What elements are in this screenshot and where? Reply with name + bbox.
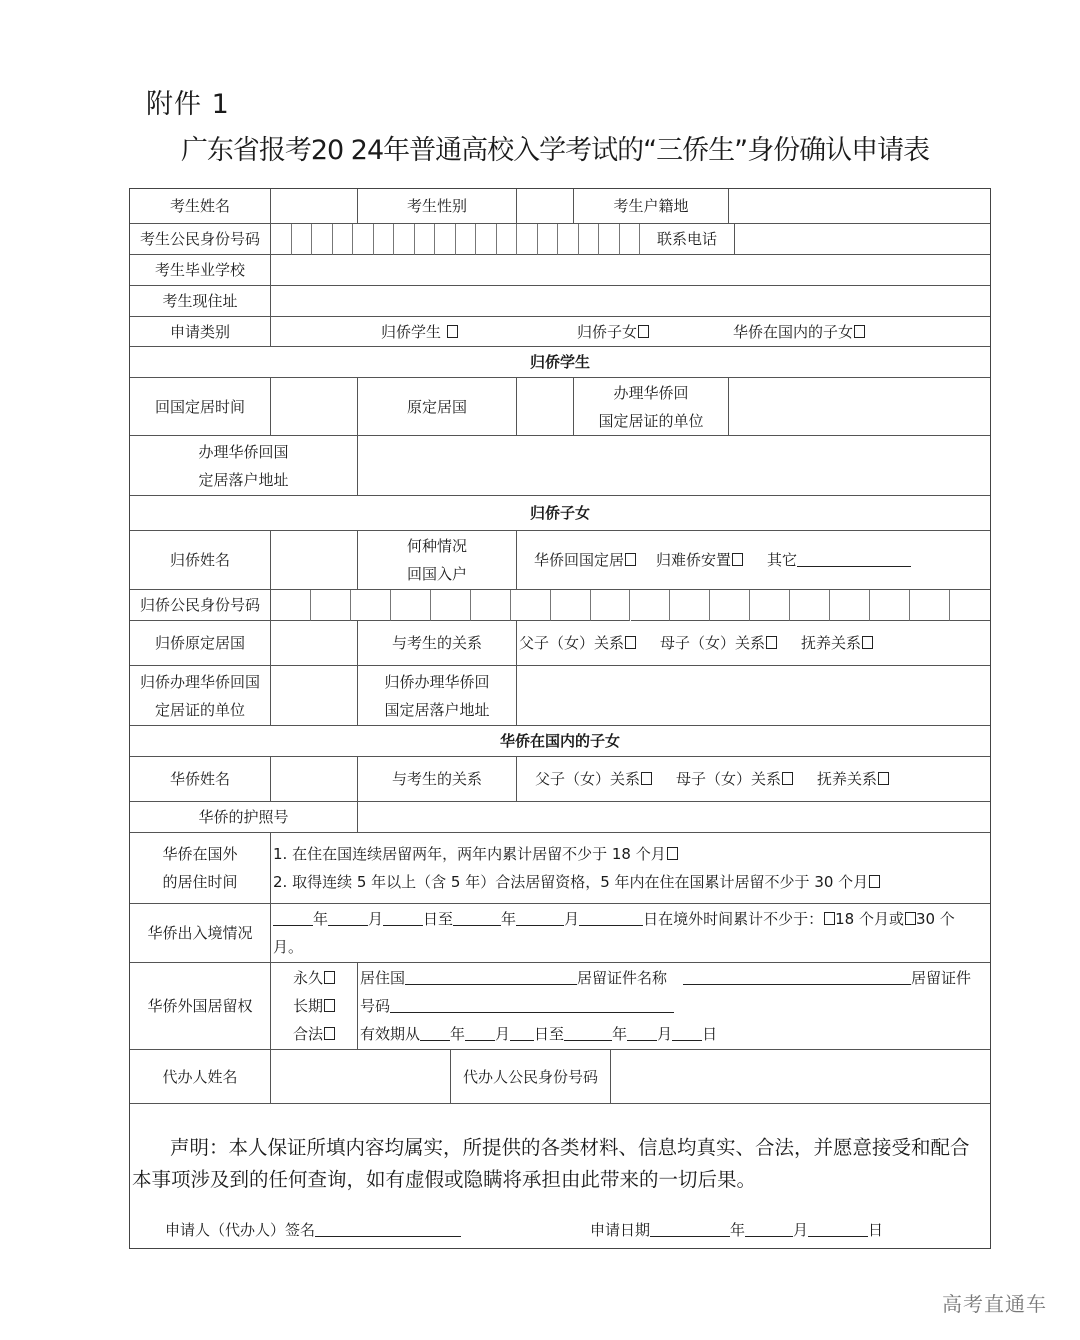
returnee-country-field[interactable] <box>271 621 358 666</box>
id-digit-cell[interactable] <box>599 224 620 255</box>
checkbox-icon[interactable] <box>905 912 916 925</box>
annex-label: 附件 1 <box>146 89 230 120</box>
date-day-blank[interactable] <box>808 1221 868 1237</box>
permit-name-blank[interactable] <box>683 969 911 985</box>
checkbox-icon[interactable] <box>641 772 652 785</box>
return-situation-options <box>517 531 990 590</box>
checkbox-icon[interactable] <box>766 636 777 649</box>
residence-permit-fields: 居住国 居留证件名称 居留证件 号码 有效期从 年 月 日至 年 月 日 <box>358 963 990 1050</box>
hukou-address-field[interactable] <box>358 436 990 496</box>
category-options <box>271 317 990 347</box>
hukou-address-label: 办理华侨回国 定居落户地址 <box>130 436 358 496</box>
signature-blank[interactable] <box>315 1221 461 1237</box>
id-digit-cell[interactable] <box>870 590 910 621</box>
passport-label: 华侨的护照号 <box>130 802 358 833</box>
valid-from-month-blank[interactable] <box>465 1025 495 1041</box>
valid-to-month-blank[interactable] <box>627 1025 657 1041</box>
residence-option-30-months[interactable]: 2. 取得连续 5 年以上（含 5 年）合法居留资格，5 年内在住在国累计居留不少于 30 个月 <box>273 868 880 896</box>
date-month-blank[interactable] <box>745 1221 793 1237</box>
entry-exit-field: 年 月 日至 年 月 日在境外时间累计不少于： 18 个月或 30 个 月。 <box>271 904 990 963</box>
section-overseas-child-heading: 华侨在国内的子女 <box>130 726 990 757</box>
checkbox-icon[interactable] <box>324 999 335 1012</box>
id-digit-cell[interactable] <box>591 590 631 621</box>
checkbox-icon[interactable] <box>625 553 636 566</box>
relation-option-foster[interactable]: 抚养关系 <box>817 765 889 793</box>
return-situation-label: 何种情况 回国入户 <box>358 531 517 590</box>
relation-option-foster[interactable]: 抚养关系 <box>801 629 873 657</box>
residence-type-legal[interactable]: 合法 <box>293 1020 335 1048</box>
agent-name-label: 代办人姓名 <box>130 1050 271 1104</box>
return-time-field[interactable] <box>271 378 358 436</box>
residence-type-long-term[interactable]: 长期 <box>293 992 335 1020</box>
relation-option-mother[interactable]: 母子（女）关系 <box>660 629 777 657</box>
valid-to-year-blank[interactable] <box>564 1025 612 1041</box>
valid-to-day-blank[interactable] <box>672 1025 702 1041</box>
id-digit-cell[interactable] <box>511 590 551 621</box>
returnee-relation-label: 与考生的关系 <box>358 621 517 666</box>
school-field[interactable] <box>271 255 990 286</box>
id-digit-cell[interactable] <box>271 590 311 621</box>
checkbox-icon[interactable] <box>824 912 835 925</box>
student-hukou-field[interactable] <box>729 189 990 224</box>
declaration-text: 声明：本人保证所填内容均属实，所提供的各类材料、信息均真实、合法，并愿意接受和配合本事项涉及到的任何查询，如有虚假或隐瞒将承担由此带来的一切后果。 <box>132 1136 970 1191</box>
checkbox-icon[interactable] <box>667 847 678 860</box>
student-name-label: 考生姓名 <box>130 189 271 224</box>
id-digit-cell[interactable] <box>435 224 456 255</box>
overseas-name-field[interactable] <box>271 757 358 802</box>
address-label: 考生现住址 <box>130 286 271 317</box>
student-id-label: 考生公民身份号码 <box>130 224 271 255</box>
returnee-country-label: 归侨原定居国 <box>130 621 271 666</box>
id-digit-cell[interactable] <box>271 224 292 255</box>
id-digit-cell[interactable] <box>476 224 497 255</box>
returnee-name-label: 归侨姓名 <box>130 531 271 590</box>
id-digit-cell[interactable] <box>333 224 354 255</box>
id-digit-cell[interactable] <box>374 224 395 255</box>
id-digit-cell[interactable] <box>750 590 790 621</box>
original-country-field[interactable] <box>517 378 574 436</box>
original-country-label: 原定居国 <box>358 378 517 436</box>
student-gender-field[interactable] <box>517 189 574 224</box>
student-hukou-label: 考生户籍地 <box>574 189 729 224</box>
id-digit-cell[interactable] <box>391 590 431 621</box>
cert-unit-field[interactable] <box>729 378 990 436</box>
checkbox-icon[interactable] <box>869 875 880 888</box>
category-label: 申请类别 <box>130 317 271 347</box>
to-day-blank[interactable] <box>579 910 643 926</box>
from-year-blank[interactable] <box>273 910 313 926</box>
id-digit-cell[interactable] <box>538 224 559 255</box>
id-digit-cell[interactable] <box>710 590 750 621</box>
residence-country-blank[interactable] <box>405 969 577 985</box>
section-returned-student-heading: 归侨学生 <box>130 347 990 378</box>
id-digit-cell[interactable] <box>620 224 641 255</box>
returnee-name-field[interactable] <box>271 531 358 590</box>
relation-option-mother[interactable]: 母子（女）关系 <box>676 765 793 793</box>
id-digit-cell[interactable] <box>394 224 415 255</box>
category-option-returned-student[interactable]: 归侨学生 <box>381 318 458 346</box>
from-month-blank[interactable] <box>328 910 368 926</box>
id-digit-cell[interactable] <box>830 590 870 621</box>
overseas-relation-label: 与考生的关系 <box>358 757 517 802</box>
checkbox-icon[interactable] <box>324 1027 335 1040</box>
returnee-hukou-address-field[interactable] <box>517 666 990 726</box>
school-label: 考生毕业学校 <box>130 255 271 286</box>
residence-option-18-months[interactable]: 1. 在住在国连续居留两年，两年内累计居留不少于 18 个月 <box>273 840 678 868</box>
agent-id-label: 代办人公民身份号码 <box>451 1050 611 1104</box>
residence-right-label: 华侨外国居留权 <box>130 963 271 1050</box>
checkbox-icon[interactable] <box>854 325 865 338</box>
id-digit-cell[interactable] <box>312 224 333 255</box>
relation-option-father[interactable]: 父子（女）关系 <box>535 765 652 793</box>
student-name-field[interactable] <box>271 189 358 224</box>
returnee-hukou-address-label: 归侨办理华侨回 国定居落户地址 <box>358 666 517 726</box>
id-digit-cell[interactable] <box>579 224 600 255</box>
id-digit-cell[interactable] <box>351 590 391 621</box>
form-title: 广东省报考20 24年普通高校入学考试的“三侨生”身份确认申请表 <box>180 135 930 166</box>
id-digit-cell[interactable] <box>558 224 579 255</box>
id-digit-cell[interactable] <box>790 590 830 621</box>
id-digit-cell[interactable] <box>353 224 374 255</box>
residence-type-options <box>271 963 358 1050</box>
checkbox-icon[interactable] <box>782 772 793 785</box>
checkbox-icon[interactable] <box>878 772 889 785</box>
to-year-blank[interactable] <box>453 910 501 926</box>
agent-id-field[interactable] <box>611 1050 990 1104</box>
situation-option-other[interactable]: 其它 <box>767 546 911 574</box>
id-digit-cell[interactable] <box>950 590 990 621</box>
checkbox-icon[interactable] <box>638 325 649 338</box>
id-digit-cell[interactable] <box>456 224 477 255</box>
phone-field[interactable] <box>735 224 990 255</box>
id-digit-cell[interactable] <box>910 590 950 621</box>
returnee-relation-options <box>517 621 990 666</box>
relation-option-father[interactable]: 父子（女）关系 <box>519 629 636 657</box>
returnee-cert-unit-label: 归侨办理华侨回国 定居证的单位 <box>130 666 271 726</box>
valid-from-year-blank[interactable] <box>420 1025 450 1041</box>
residence-time-options <box>271 833 990 904</box>
category-option-overseas-child[interactable]: 华侨在国内的子女 <box>733 318 865 346</box>
address-field[interactable] <box>271 286 990 317</box>
residence-type-permanent[interactable]: 永久 <box>293 964 335 992</box>
other-blank[interactable] <box>797 551 911 567</box>
application-date-line: 申请日期 年 月 日 <box>590 1221 884 1239</box>
returnee-id-label: 归侨公民身份号码 <box>130 590 271 621</box>
situation-option-refugee[interactable]: 归难侨安置 <box>656 546 743 574</box>
valid-from-day-blank[interactable] <box>510 1025 534 1041</box>
return-time-label: 回国定居时间 <box>130 378 271 436</box>
agent-name-field[interactable] <box>271 1050 451 1104</box>
id-digit-cell[interactable] <box>311 590 351 621</box>
residence-time-label: 华侨在国外 的居住时间 <box>130 833 271 904</box>
permit-number-blank[interactable] <box>390 997 674 1013</box>
id-digit-cell[interactable] <box>670 590 710 621</box>
returnee-cert-unit-field[interactable] <box>271 666 358 726</box>
student-gender-label: 考生性别 <box>358 189 517 224</box>
watermark: 高考直通车 <box>942 1292 1047 1316</box>
id-digit-cell[interactable] <box>551 590 591 621</box>
application-form <box>129 188 991 1249</box>
section-returned-child-heading: 归侨子女 <box>130 496 990 531</box>
overseas-relation-options <box>517 757 990 802</box>
checkbox-icon[interactable] <box>625 636 636 649</box>
checkbox-icon[interactable] <box>732 553 743 566</box>
passport-field[interactable] <box>358 802 990 833</box>
id-digit-cell[interactable] <box>517 224 538 255</box>
from-day-blank[interactable] <box>383 910 423 926</box>
signature-line: 申请人（代办人）签名 <box>165 1219 461 1240</box>
id-digit-cell[interactable] <box>497 224 518 255</box>
situation-option-settle[interactable]: 华侨回国定居 <box>534 546 636 574</box>
cert-unit-label: 办理华侨回 国定居证的单位 <box>574 378 729 436</box>
id-digit-cell[interactable] <box>631 590 671 621</box>
date-year-blank[interactable] <box>650 1221 730 1237</box>
id-digit-cell[interactable] <box>415 224 436 255</box>
overseas-name-label: 华侨姓名 <box>130 757 271 802</box>
checkbox-icon[interactable] <box>447 325 458 338</box>
id-digit-cell[interactable] <box>431 590 471 621</box>
phone-label: 联系电话 <box>640 224 735 255</box>
checkbox-icon[interactable] <box>324 971 335 984</box>
entry-exit-label: 华侨出入境情况 <box>130 904 271 963</box>
category-option-returned-child[interactable]: 归侨子女 <box>577 318 649 346</box>
id-digit-cell[interactable] <box>292 224 313 255</box>
to-month-blank[interactable] <box>516 910 564 926</box>
checkbox-icon[interactable] <box>862 636 873 649</box>
id-digit-cell[interactable] <box>471 590 511 621</box>
